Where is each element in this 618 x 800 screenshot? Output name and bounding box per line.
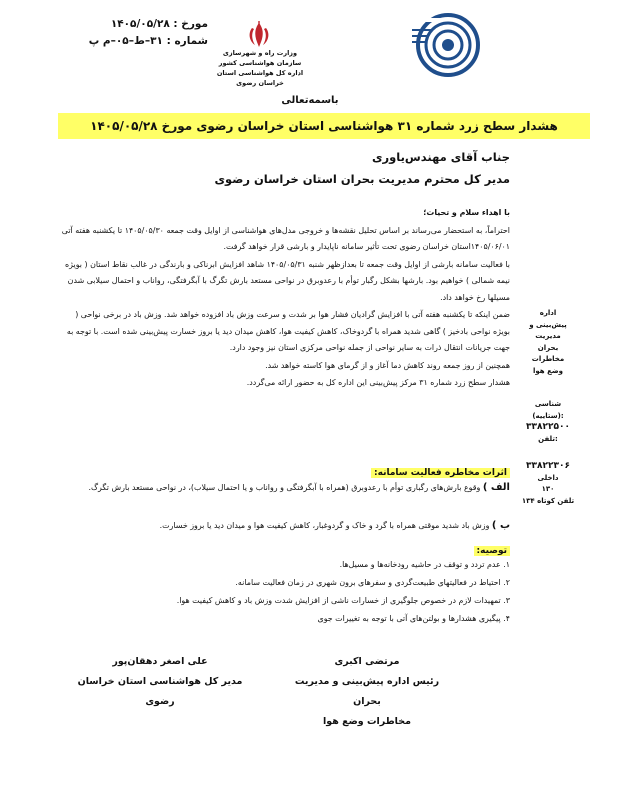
office-line: اداره کل هواشناسی استان خراسان رضوی [216, 69, 304, 87]
ministry-block [205, 48, 315, 88]
letter-body [60, 205, 510, 393]
greeting: با اهداء سلام و تحیات؛ [423, 208, 510, 217]
item-text: احتیاط در فعالیتهای طبیعت‌گردی و سفرهای برون شهری در زمان فعالیت سامانه. [235, 578, 501, 587]
body-paragraph: با فعالیت سامانه بارشی از اوایل وقت جمعه تا بعدازظهر شنبه ۱۴۰۵/۰۵/۳۱ شاهد افزایش ابرناکی و بارندگی در غالب نقاط استان ( بویژه نیمه شمالی ) خواهیم بود. بارشها بشکل رگبار توأم با رعدوبرق در نواحی مستعد بارش تگرگ با آبگرفتگی، رواناب و احتمال سیلابی شدن مسیلها رخ خواهد داد. [65, 259, 510, 302]
body-paragraph: همچنین از روز جمعه روند کاهش دما آغاز و از گرمای هوا کاسته خواهد شد. [265, 360, 510, 370]
signer-title: رئیس اداره پیش‌بینی و مدیریت بحران [294, 676, 440, 707]
risk-marker-a: الف ) [482, 482, 510, 493]
phone-label: تلفن: [538, 434, 558, 443]
id-label: شناسی (ستاییه): [532, 400, 564, 420]
risk-text-a: وقوع بارش‌های رگباری توأم با رعدوبرق (همراه با آبگرفتگی و رواناب و یا احتمال سیلاب)، در نواحی مستعد بارش تگرگ. [88, 483, 481, 492]
risk-item-a [60, 480, 510, 496]
item-number: ۳. [503, 596, 510, 605]
risk-text-b: وزش باد شدید موقتی همراه با گرد و خاک و گردوغبار، کاهش کیفیت هوا و میدان دید یا بروز خسارت. [159, 521, 490, 530]
item-text: پیگیری هشدارها و بولتن‌های آتی با توجه به تغییرات جوی [317, 614, 501, 623]
item-text: عدم تردد و توقف در حاشیه رودخانه‌ها و مسیل‌ها. [339, 560, 501, 569]
item-text: تمهیدات لازم در خصوص جلوگیری از خسارات ناشی از افزایش شدت وزش باد و کاهش کیفیت هوا. [176, 596, 501, 605]
recipient-position: مدیر کل محترم مدیریت بحران استان خراسان رضوی [214, 172, 510, 186]
ministry-line: وزارت راه و شهرسازی [222, 49, 298, 57]
body-paragraph: هشدار سطح زرد شماره ۳۱ مرکز پیش‌بینی این اداره کل به حضور ارائه می‌گردد. [246, 378, 510, 387]
letter-meta [58, 16, 208, 50]
unit-line: پیش‌بینی و [529, 320, 567, 329]
unit-line: اداره [539, 309, 557, 317]
recommendations-heading: توصیه: [474, 546, 510, 556]
recommendations-list [60, 556, 510, 628]
body-paragraph: احتراماً، به استحضار می‌رساند بر اساس تحلیل نقشه‌ها و خروجی مدل‌های هواشناسی از اوایل وقت جمعه ۱۴۰۵/۰۵/۳۰ تا یکشنبه هفته آتی ۱۴۰۵/۰۶/۰۱استان خراسان رضوی تحت تأثیر سامانه ناپایدار و بارشی قرار خواهد گرفت. [61, 225, 510, 251]
unit-line: وضع هوا [533, 366, 563, 375]
letter-date: مورخ : ۱۴۰۵/۰۵/۲۸ [110, 18, 208, 30]
iran-emblem-icon [245, 20, 273, 50]
organization-line: سازمان هواشناسی کشور [218, 59, 302, 67]
short-phone: تلفن کوتاه ۱۳۴ [521, 496, 575, 505]
signer-title: مدیر کل هواشناسی استان خراسان رضوی [77, 676, 243, 707]
signer-name: مرتضی اکبری [334, 656, 400, 667]
ext-value: ۱۳۰ [541, 485, 555, 493]
side-contact-panel [520, 308, 576, 507]
list-item [60, 556, 510, 574]
signer-title: مخاطرات وضع هوا [323, 716, 411, 727]
item-number: ۲. [503, 578, 510, 587]
item-number: ۴. [503, 614, 510, 623]
basmala: باسمه‌تعالی [281, 95, 339, 106]
list-item [60, 592, 510, 610]
risk-marker-b: ب ) [491, 520, 510, 531]
ext-label: داخلی [537, 473, 559, 482]
risks-heading-wrap [60, 460, 510, 479]
letter-number: شماره : ۳۱–ط–۰۵–م پ [88, 35, 208, 47]
item-number: ۱. [503, 560, 510, 569]
list-item [60, 610, 510, 628]
unit-line: مخاطرات [531, 355, 565, 363]
id-value: ۳۳۸۲۲۵۰۰ [526, 422, 570, 432]
unit-line: مدیریت [535, 332, 561, 340]
list-item [60, 574, 510, 592]
signer-name: علی اصغر دهقان‌پور [112, 656, 208, 667]
signature-right [292, 652, 442, 732]
body-paragraph: ضمن اینکه تا یکشنبه هفته آتی با افزایش گرادیان فشار هوا بر شدت و سرعت وزش باد افزوده خواهد شد. وزش باد در برخی نواحی ( بویژه نواحی بادخیز ) گاهی شدید همراه با گردوخاک، کاهش کیفیت هوا، کاهش میدان دید یا بروز خسارت پیش‌بینی شده است. با توجه به جهت جریانات انتقال ذرات به سایر نواحی از جمله نواحی مرکزی استان نیز وجود دارد. [66, 310, 510, 352]
document-title: هشدار سطح زرد شماره ۳۱ هواشناسی استان خراسان رضوی مورخ ۱۴۰۵/۰۵/۲۸ [58, 113, 590, 139]
signature-left [75, 652, 245, 712]
meteorology-logo-icon [408, 10, 488, 80]
risks-heading: اثرات مخاطره فعالیت سامانه: [371, 468, 510, 478]
recipient-block [60, 146, 510, 190]
unit-line: بحران [537, 343, 559, 352]
recommendations-heading-wrap [60, 538, 510, 557]
risk-item-b [60, 518, 510, 534]
recipient-name: جناب آقای مهندس‌یاوری [371, 150, 510, 164]
phone-value: ۳۳۸۲۲۳۰۶ [526, 461, 570, 471]
